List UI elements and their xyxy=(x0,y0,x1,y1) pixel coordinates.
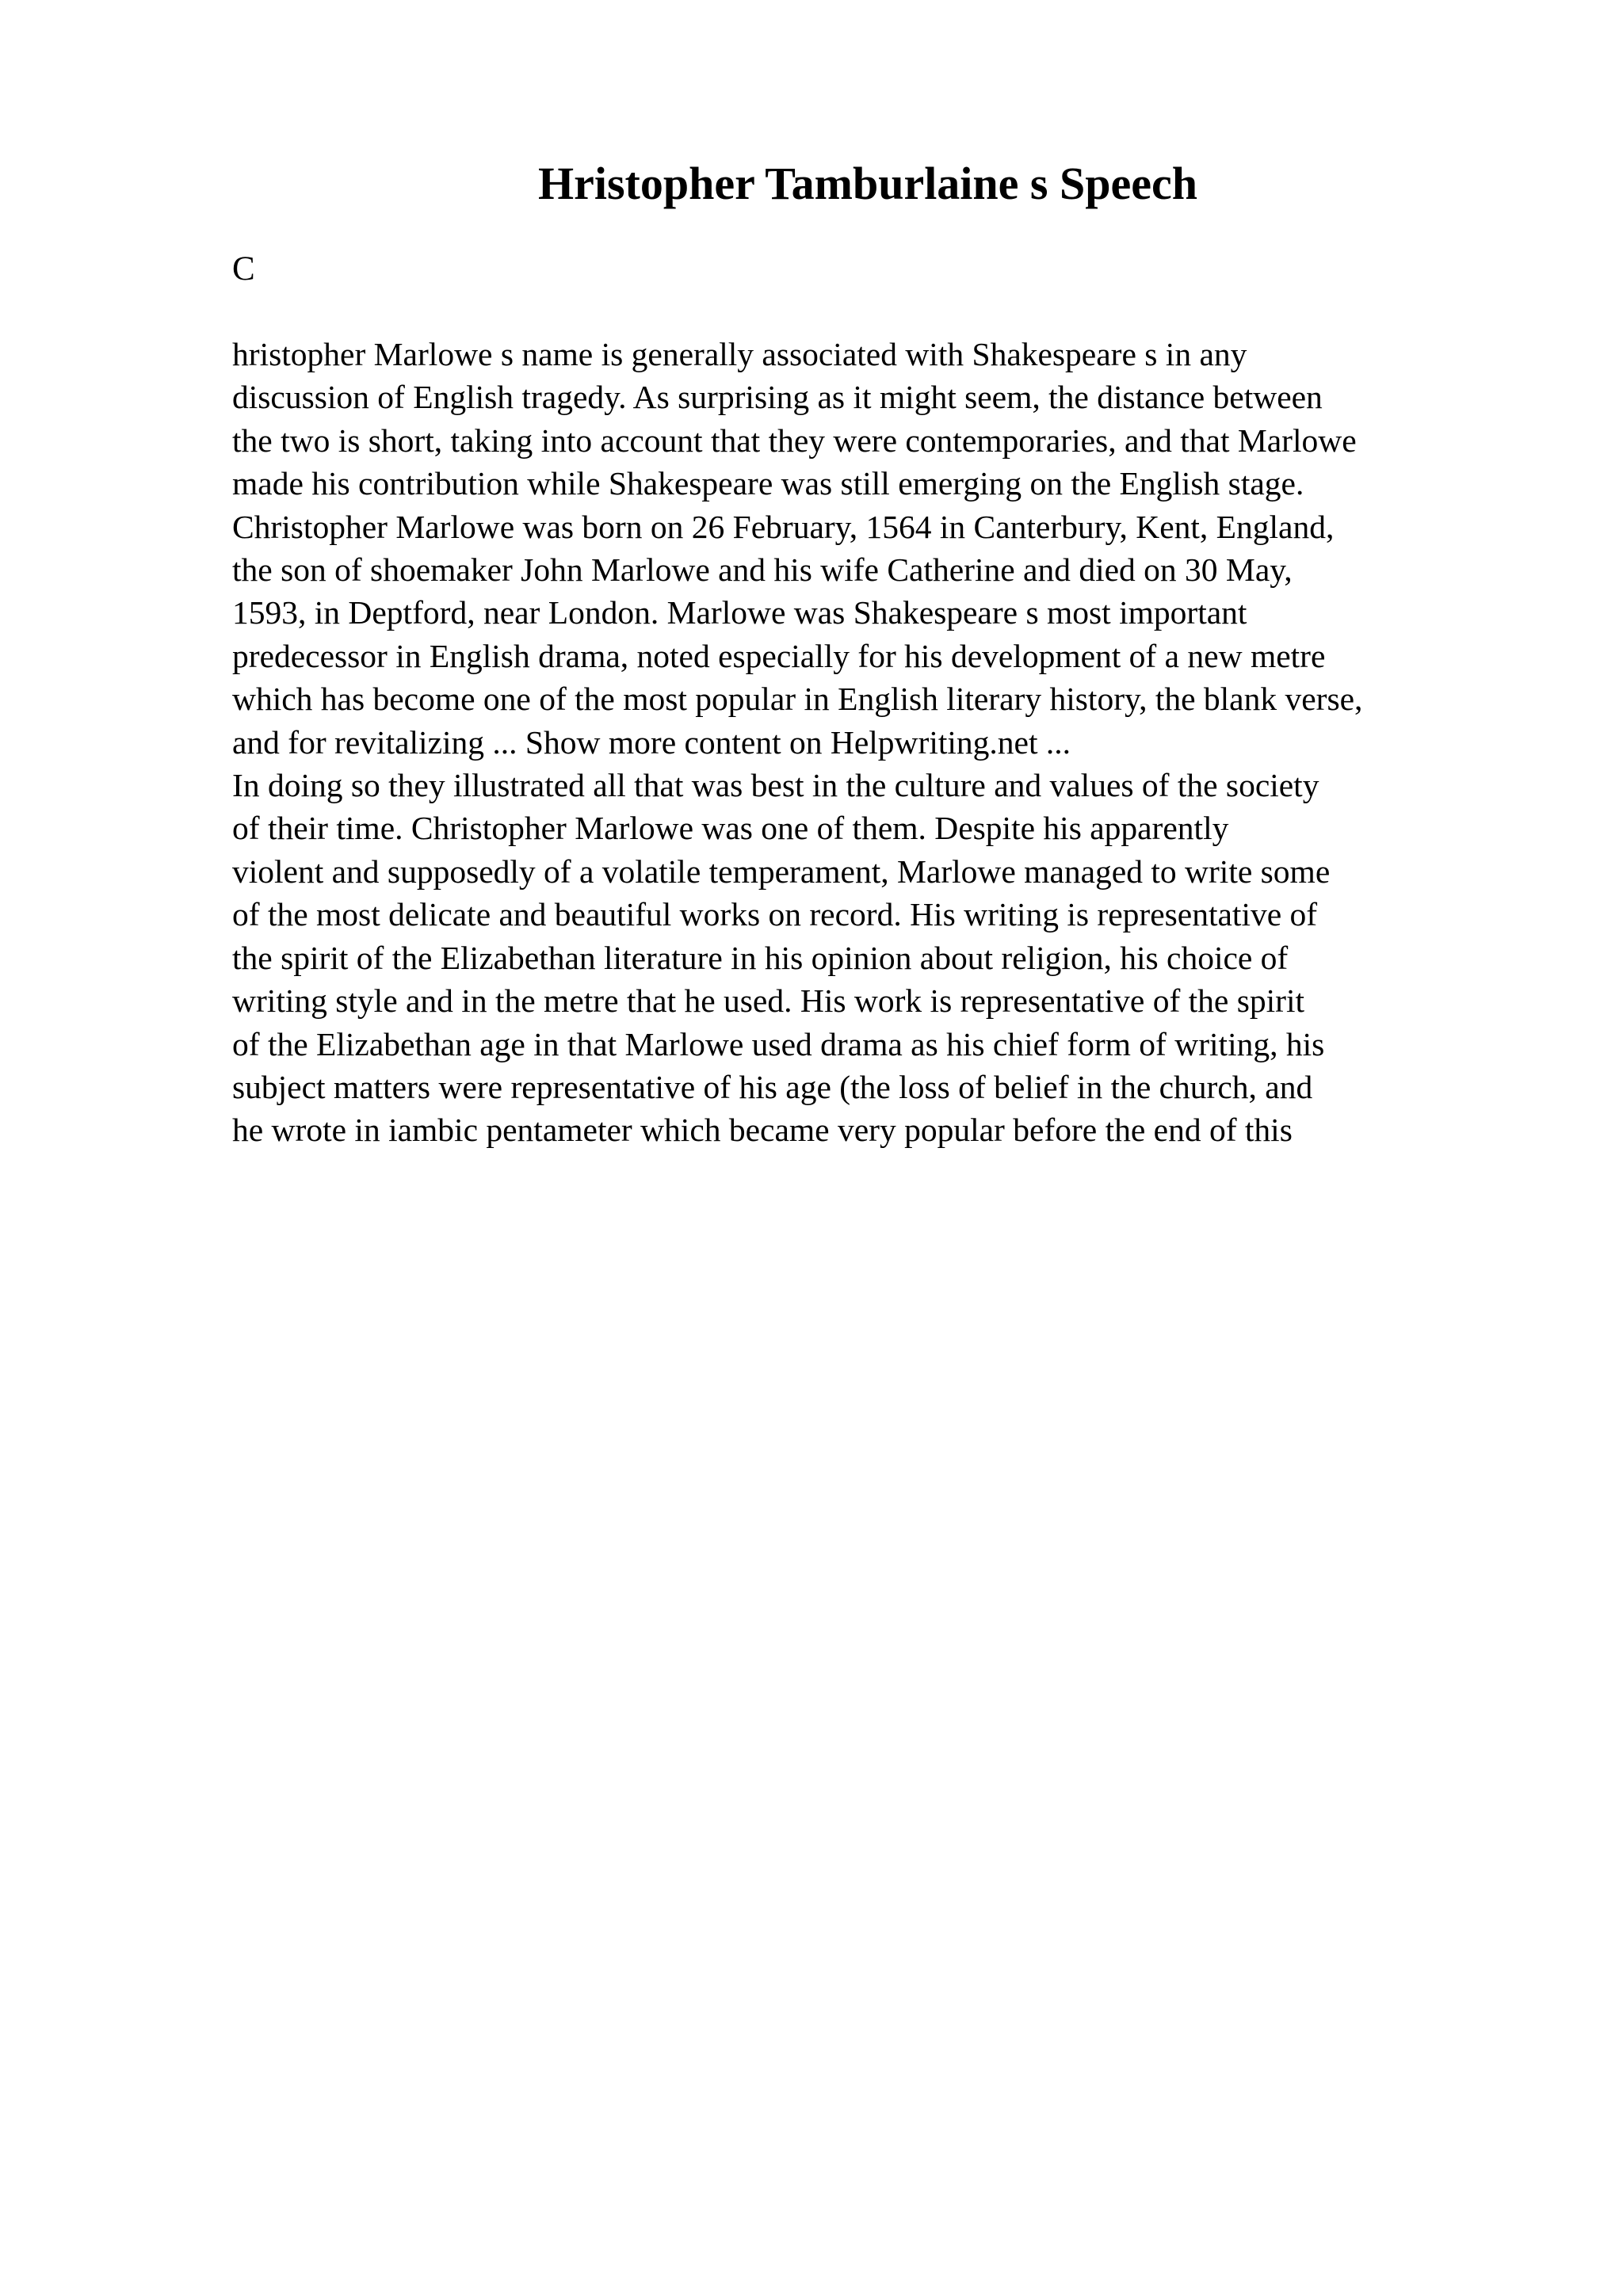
text-line: of the most delicate and beautiful works on record. His writing is representative of xyxy=(232,896,1318,933)
text-line: the two is short, taking into account that they were contemporaries, and that Marlowe xyxy=(232,421,1357,459)
document-title: Hristopher Tamburlaine s Speech xyxy=(538,158,1197,209)
text-line: he wrote in iambic pentameter which became very popular before the end of this xyxy=(232,1112,1293,1149)
text-line: subject matters were representative of his age (the loss of belief in the church, and xyxy=(232,1068,1313,1105)
text-line: of their time. Christopher Marlowe was one of them. Despite his apparently xyxy=(232,810,1229,847)
text-line: discussion of English tragedy. As surprising as it might seem, the distance between xyxy=(232,379,1323,416)
text-line: and for revitalizing ... Show more content on Helpwriting.net ... xyxy=(232,723,1071,761)
text-line: the son of shoemaker John Marlowe and his wife Catherine and died on 30 May, xyxy=(232,551,1293,589)
text-line: Christopher Marlowe was born on 26 February, 1564 in Canterbury, Kent, England, xyxy=(232,508,1335,545)
body-text xyxy=(232,333,1595,1152)
text-line: writing style and in the metre that he used. His work is representative of the spirit xyxy=(232,982,1305,1020)
text-line: predecessor in English drama, noted especially for his development of a new metre xyxy=(232,637,1326,674)
text-line: hristopher Marlowe s name is generally associated with Shakespeare s in any xyxy=(232,336,1247,372)
text-line: In doing so they illustrated all that was best in the culture and values of the society xyxy=(232,767,1319,804)
text-line: the spirit of the Elizabethan literature in his opinion about religion, his choice of xyxy=(232,939,1289,976)
text-line: violent and supposedly of a volatile temperament, Marlowe managed to write some xyxy=(232,852,1331,890)
text-line: 1593, in Deptford, near London. Marlowe was Shakespeare s most important xyxy=(232,594,1247,631)
text-line: which has become one of the most popular in English literary history, the blank verse, xyxy=(232,681,1363,718)
drop-cap-letter: C xyxy=(232,250,255,288)
text-line: of the Elizabethan age in that Marlowe used drama as his chief form of writing, his xyxy=(232,1025,1325,1062)
text-line: made his contribution while Shakespeare was still emerging on the English stage. xyxy=(232,465,1304,502)
